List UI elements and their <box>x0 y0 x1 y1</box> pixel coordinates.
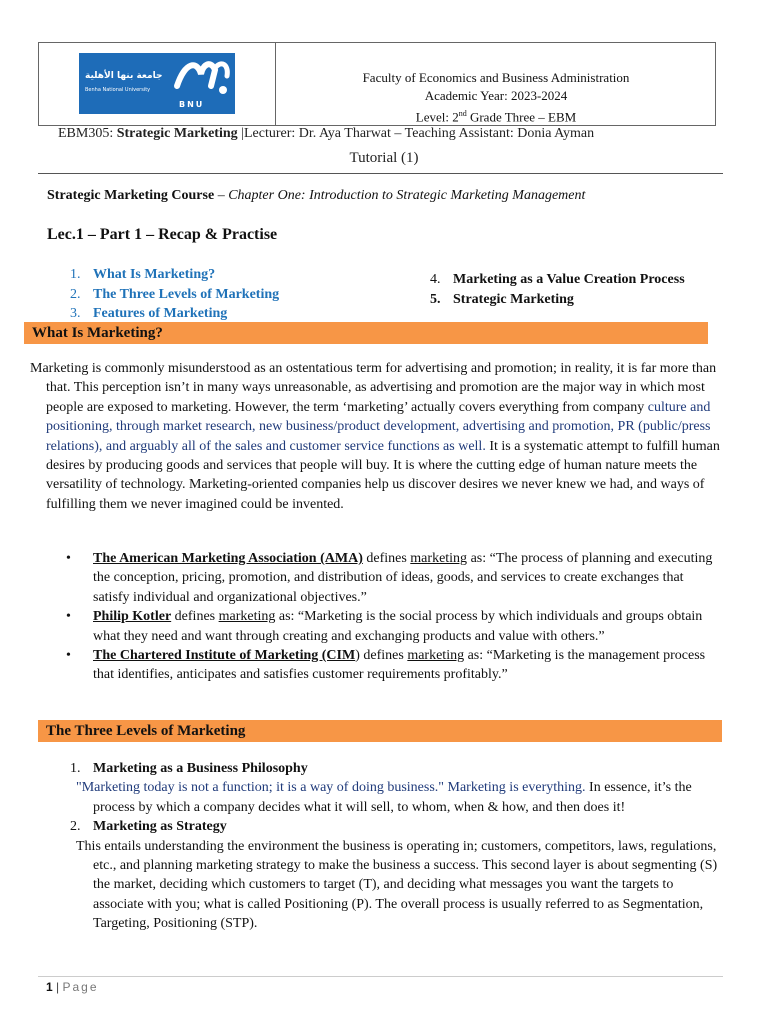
logo-english-name: Benha National University <box>85 87 151 93</box>
logo-arabic-name: جامعة بنها الأهلية <box>85 71 163 81</box>
toc-right-list <box>430 270 685 309</box>
definitions-list <box>66 549 721 685</box>
toc-item[interactable]: 1. What Is Marketing? <box>70 267 216 282</box>
level: Level: 2nd Grade Three – EBM <box>415 109 577 125</box>
list-item: • Philip Kotler defines marketing as: “Marketing is the social process by which individuals and groups obtain what they need and want through creating and exchanging products and value with others.” <box>66 609 703 644</box>
definition-source: The Chartered Institute of Marketing (CIM <box>93 648 356 664</box>
bullet-icon: • <box>66 551 71 566</box>
level-title: 2. Marketing as Strategy <box>70 819 227 835</box>
academic-year: Academic Year: 2023-2024 <box>424 88 568 103</box>
chapter-title: Chapter One: Introduction to Strategic Marketing Management <box>228 188 586 203</box>
toc-item: 4. Marketing as a Value Creation Process <box>430 272 685 287</box>
toc-item[interactable]: 2. The Three Levels of Marketing <box>70 286 280 302</box>
definition-source: Philip Kotler <box>93 609 172 625</box>
page-label: Page <box>62 980 99 994</box>
list-item: • The American Marketing Association (AMA) defines marketing as: “The process of planning and executing the conception, pricing, promotion, and distribution of ideas, goods, and services to create exchanges that satisfy individual and organizational objectives.” <box>66 551 713 605</box>
section-heading-what-is-marketing: What Is Marketing? <box>24 322 708 344</box>
levels-list <box>70 759 725 934</box>
toc-item: 5. Strategic Marketing <box>430 291 574 307</box>
faculty-name: Faculty of Economics and Business Administration <box>362 70 630 85</box>
course-name: Strategic Marketing <box>116 126 238 141</box>
page-footer: 1 | Page <box>46 980 99 994</box>
tutorial-title: Tutorial (1) <box>349 150 419 166</box>
level-body: This entails understanding the environment the business is operating in; customers, competitors, laws, regulations, etc., and planning marketing strategy to make the business a success. This second layer is about segmenting (S) the market, deciding which customers to target (T), and deciding what messages you want the targets to associate with you; what is called Positioning (P). The overall process is usually referred to as Segmentation, Targeting, Positioning (STP). <box>76 838 718 932</box>
course-code: EBM305: <box>58 126 114 141</box>
footer-rule <box>38 976 723 977</box>
bullet-icon: • <box>66 648 71 664</box>
level-body: "Marketing today is not a function; it is a way of doing business." Marketing is everything. In essence, it’s the process by which a company decides what it will sell, to whom, when & how, and then does it! <box>76 780 692 815</box>
definition-source: The American Marketing Association (AMA) <box>93 551 363 566</box>
page-number: 1 <box>46 980 53 994</box>
course-line <box>58 126 718 142</box>
level-title: 1. Marketing as a Business Philosophy <box>70 761 308 776</box>
logo-mark-icon <box>171 56 233 104</box>
document-header <box>38 42 716 126</box>
course-title: Strategic Marketing Course <box>47 188 215 203</box>
lecture-title: Lec.1 – Part 1 – Recap & Practise <box>47 226 278 243</box>
section-heading-three-levels: The Three Levels of Marketing <box>38 720 722 742</box>
logo-abbreviation: BNU <box>179 100 205 109</box>
section1-paragraph: Marketing is commonly misunderstood as an ostentatious term for advertising and promotion; in reality, it is far more than that. This perception isn’t in many ways unreasonable, as advertising and promotion are the major way in which most people are exposed to marketing. However, the term ‘marketing’ actually covers everything from company culture and positioning, through market research, new business/product development, advertising and promotion, PR (public/press relations), and arguably all of the sales and customer service functions as well. It is a systematic attempt to fulfill human desires by producing goods and services that people will buy. It is where the cutting edge of human nature meets the versatility of technology. Marketing-oriented companies help us discover desires we never knew we had, and ways of fulfilling them we never imagined could be invented. <box>30 361 720 512</box>
toc-item[interactable]: 3. Features of Marketing <box>70 306 228 321</box>
faculty-info <box>276 69 716 126</box>
header-rule <box>38 173 723 174</box>
toc-left-list <box>70 265 279 324</box>
chapter-line: Strategic Marketing Course – Chapter One: Introduction to Strategic Marketing Management <box>47 188 586 203</box>
course-staff: |Lecturer: Dr. Aya Tharwat – Teaching Assistant: Donia Ayman <box>241 126 595 141</box>
bullet-icon: • <box>66 609 71 625</box>
list-item: • The Chartered Institute of Marketing (CIM) defines marketing as: “Marketing is the management process that identifies, anticipates and satisfies customer requirements profitably.” <box>66 648 706 683</box>
university-logo <box>79 53 235 114</box>
